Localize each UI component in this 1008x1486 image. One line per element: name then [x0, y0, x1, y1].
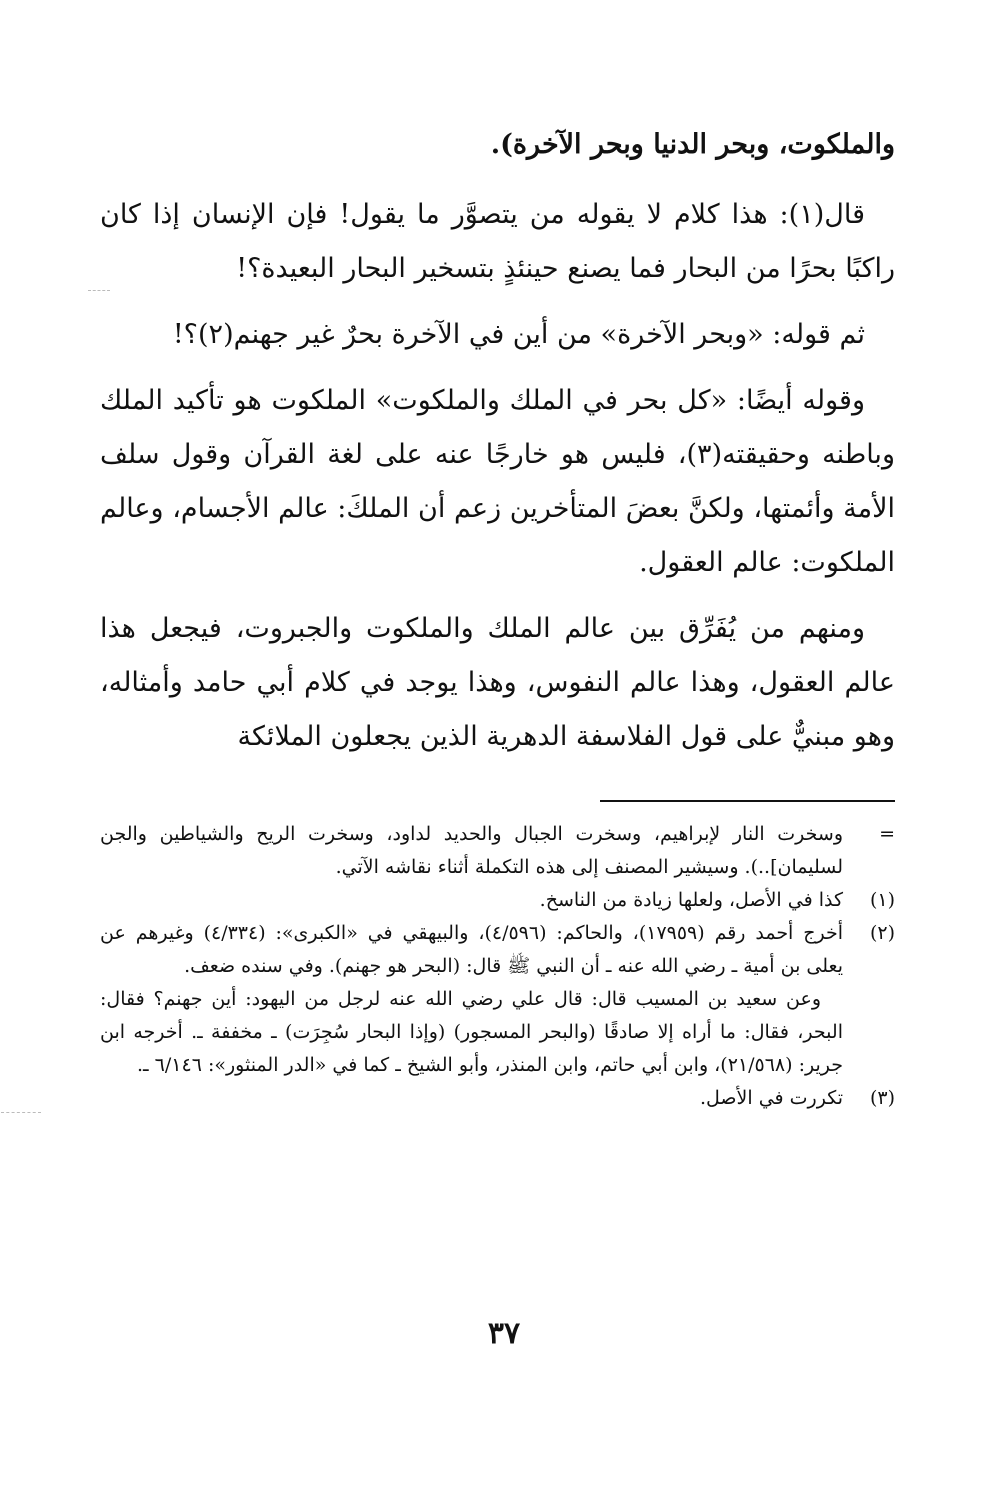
footnote-mark: (٣) [869, 1087, 895, 1109]
footnote-continuation [100, 818, 895, 884]
footnote-text: أخرج أحمد رقم (١٧٩٥٩)، والحاكم: (٤/٥٩٦)، والبيهقي في «الكبرى»: (٤/٣٣٤) وغيرهم عن يعلى بن أمية ـ رضي الله عنه ـ أن النبي ﷺ قال: (البحر هو جهنم). وفي سنده ضعف. [100, 922, 843, 977]
footnote-separator [600, 800, 895, 802]
body-paragraph-4: وقوله أيضًا: «كل بحر في الملك والملكوت» الملكوت هو تأكيد الملك وباطنه وحقيقته(٣)، فليس هو خارجًا عنه على لغة القرآن وقول سلف الأمة وأئمتها، ولكنَّ بعضَ المتأخرين زعم أن الملكَ: عالم الأجسام، وعالم الملكوت: عالم العقول. [100, 385, 895, 578]
page-content [100, 118, 895, 1115]
footnotes [100, 818, 895, 1115]
footnote-2-extra: وعن سعيد بن المسيب قال: قال علي رضي الله عنه لرجل من اليهود: أين جهنم؟ فقال: البحر، فقال: ما أراه إلا صادقًا (والبحر المسجور) (وإذا البحار سُجِرَت) ـ مخففة ـ. أخرجه ابن جرير: (٢١/٥٦٨)، وابن أبي حاتم، وابن المنذر، وأبو الشيخ ـ كما في «الدر المنثور»: ٦/١٤٦ ـ. [100, 988, 843, 1076]
footnote-2 [100, 917, 895, 983]
footnote-text: تكررت في الأصل. [699, 1087, 843, 1109]
footnote-3 [100, 1082, 895, 1115]
body-paragraph-2: قال(١): هذا كلام لا يقوله من يتصوَّر ما يقول! فإن الإنسان إذا كان راكبًا بحرًا من البحار فما يصنع حينئذٍ بتسخير البحار البعيدة؟! [100, 199, 895, 284]
footnote-text: كذا في الأصل، ولعلها زيادة من الناسخ. [539, 889, 843, 911]
footnote-mark: (١) [869, 889, 895, 911]
margin-mark-bottom [1, 1112, 41, 1113]
footnote-1 [100, 884, 895, 917]
body-paragraph-3: ثم قوله: «وبحر الآخرة» من أين في الآخرة بحرٌ غير جهنم(٢)؟! [172, 319, 865, 350]
footnote-mark: (٢) [869, 922, 895, 944]
continuation-mark: = [879, 823, 895, 845]
body-paragraph-5: ومنهم من يُفَرِّق بين عالم الملك والملكوت والجبروت، فيجعل هذا عالم العقول، وهذا عالم النفوس، وهذا يوجد في كلام أبي حامد وأمثاله، وهو مبنيٌّ على قول الفلاسفة الدهرية الذين يجعلون الملائكة [100, 613, 895, 752]
page-number: ٣٧ [487, 1316, 521, 1351]
footnote-continuation-text: وسخرت النار لإبراهيم، وسخرت الجبال والحديد لداود، وسخرت الريح والشياطين والجن لسليمان]..). وسيشير المصنف إلى هذه التكملة أثناء نقاشه الآتي. [100, 823, 843, 878]
body-paragraph-1: والملكوت، وبحر الدنيا وبحر الآخرة). [490, 129, 895, 160]
